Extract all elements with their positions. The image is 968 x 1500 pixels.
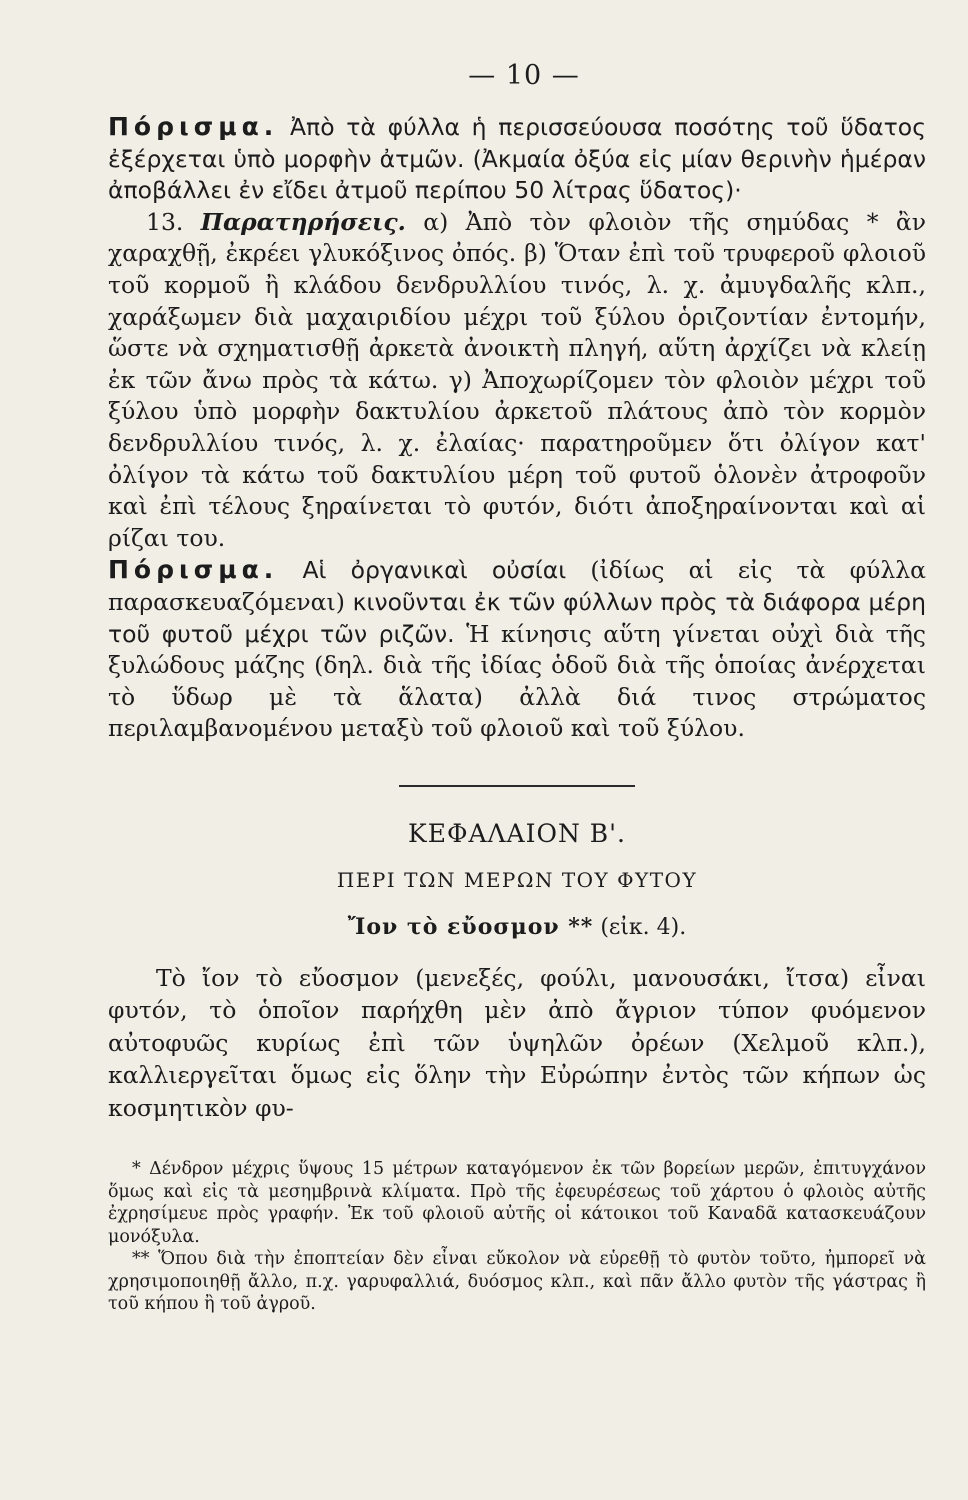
observations-title: Παρατηρήσεις. <box>200 207 406 236</box>
section-divider <box>399 785 635 787</box>
plant-heading-title: Ἴον τὸ εὔοσμον ** <box>347 913 594 940</box>
porisma-1-text: Ἀπὸ τὰ φύλλα ἡ περισσεύουσα ποσότης τοῦ ὕδατος ἐξέρχεται ὑπὸ μορφὴν ἀτμῶν. (Ἀκμαία ὀξύα εἰς μίαν θερινὴν ἡμέραν ἀποβάλλει ἐν εἴδει ἀτμοῦ περίπου 50 λίτρας ὕδατος)· <box>108 113 926 205</box>
porisma-paragraph-1 <box>108 111 926 207</box>
plant-heading <box>108 914 926 940</box>
porisma-2-rest: Ἡ κίνησις αὕτη γίνεται οὐχὶ διὰ τῆς ξυλώδους μάζης (δηλ. διὰ τῆς ἰδίας ὁδοῦ διὰ τῆς ὁποίας ἀνέρχεται τὸ ὕδωρ μὲ τὰ ἅλατα) ἀλλὰ διά τινος στρώματος περιλαμβανομένου μεταξὺ τοῦ φλοιοῦ καὶ τοῦ ξύλου. <box>108 619 926 743</box>
footnote-1: * Δένδρον μέχρις ὕψους 15 μέτρων καταγόμενον ἐκ τῶν βορείων μερῶν, ἐπιτυγχάνον ὅμως καὶ εἰς τὰ μεσημβρινὰ κλίματα. Πρὸ τῆς ἐφευρέσεως τοῦ χάρτου ὁ φλοιὸς αὐτῆς ἐχρησίμευε πρὸς γραφήν. Ἐκ τοῦ φλοιοῦ αὐτῆς οἱ κάτοικοι τοῦ Καναδᾶ κατασκευάζουν μονόξυλα. <box>108 1159 926 1247</box>
observations-text: α) Ἀπὸ τὸν φλοιὸν τῆς σημύδας * ἂν χαραχθῇ, ἐκρέει γλυκόξινος ὀπός. β) Ὅταν ἐπὶ τοῦ τρυφεροῦ φλοιοῦ τοῦ κορμοῦ ἢ κλάδου δενδρυλλίου τινός, λ. χ. ἀμυγδαλῆς κλπ., χαράξωμεν διὰ μαχαιριδίου μέχρι τοῦ ξύλου ὁριζοντίαν ἐντομήν, ὥστε νὰ σχηματισθῇ ἀρκετὰ ἀνοικτὴ πληγή, αὕτη ἀρχίζει νὰ κλείῃ ἐκ τῶν ἄνω πρὸς τὰ κάτω. γ) Ἀποχωρίζομεν τὸν φλοιὸν μέχρι τοῦ ξύλου ὑπὸ μορφὴν δακτυλίου ἀρκετοῦ πλάτους ἀπὸ τὸν κορμὸν δενδρυλλίου τινός, λ. χ. ἐλαίας· παρατηροῦμεν ὅτι ὀλίγον κατ' ὀλίγον τὰ κάτω τοῦ δακτυλίου μέρη τοῦ φυτοῦ ὁλονὲν ἀτροφοῦν καὶ ἐπὶ τέλους ξηραίνεται τὸ φυτόν, διότι ἀποξηραίνονται καὶ αἱ ρίζαι του. <box>108 207 926 552</box>
section-number: 13. <box>146 207 184 236</box>
chapter-title: ΚΕΦΑΛΑΙΟΝ Β'. <box>408 818 626 848</box>
porisma-paragraph-2 <box>108 554 926 745</box>
porisma-label: Πόρισμα. <box>108 112 279 141</box>
page-number: — 10 — <box>468 60 580 91</box>
observations-paragraph <box>108 207 926 555</box>
porisma-label-2: Πόρισμα. <box>108 555 279 585</box>
document-page <box>108 60 926 1316</box>
plant-heading-ref: (εἰκ. 4). <box>600 914 687 940</box>
body-paragraph: Τὸ ἴον τὸ εὔοσμον (μενεξές, φούλι, μανουσάκι, ἴτσα) εἶναι φυτόν, τὸ ὁποῖον παρήχθη μὲν ἀπὸ ἄγριον τύπον φυόμενον αὐτοφυῶς κυρίως ἐπὶ τῶν ὑψηλῶν ὀρέων (Χελμοῦ κλπ.), καλλιεργεῖται ὅμως εἰς ὅλην τὴν Εὐρώπην ἐντὸς τῶν κήπων ὡς κοσμητικὸν φυ- <box>108 963 926 1122</box>
footnotes <box>108 1158 926 1316</box>
porisma-2-sans-2: κινοῦνται ἐκ τῶν φύλλων πρὸς τὰ διάφορα μέρη τοῦ φυτοῦ μέχρι τῶν ριζῶν. <box>108 587 926 648</box>
porisma-2-mid: (ἰδίως αἱ εἰς τὰ φύλλα παρασκευαζόμεναι) <box>108 556 926 616</box>
chapter-subtitle: ΠΕΡΙ ΤΩΝ ΜΕΡΩΝ ΤΟΥ ΦΥΤΟΥ <box>336 867 698 892</box>
footnote-2: ** Ὅπου διὰ τὴν ἐποπτείαν δὲν εἶναι εὔκολον νὰ εὑρεθῇ τὸ φυτὸν τοῦτο, ἠμπορεῖ νὰ χρησιμοποιηθῇ ἄλλο, π.χ. γαρυφαλλιά, δυόσμος κλπ., καὶ πᾶν ἄλλο φυτὸν τῆς γάστρας ἢ τοῦ κήπου ἢ τοῦ ἀγροῦ. <box>108 1249 926 1315</box>
porisma-2-sans: Αἱ ὀργανικαὶ οὐσίαι <box>302 556 567 585</box>
